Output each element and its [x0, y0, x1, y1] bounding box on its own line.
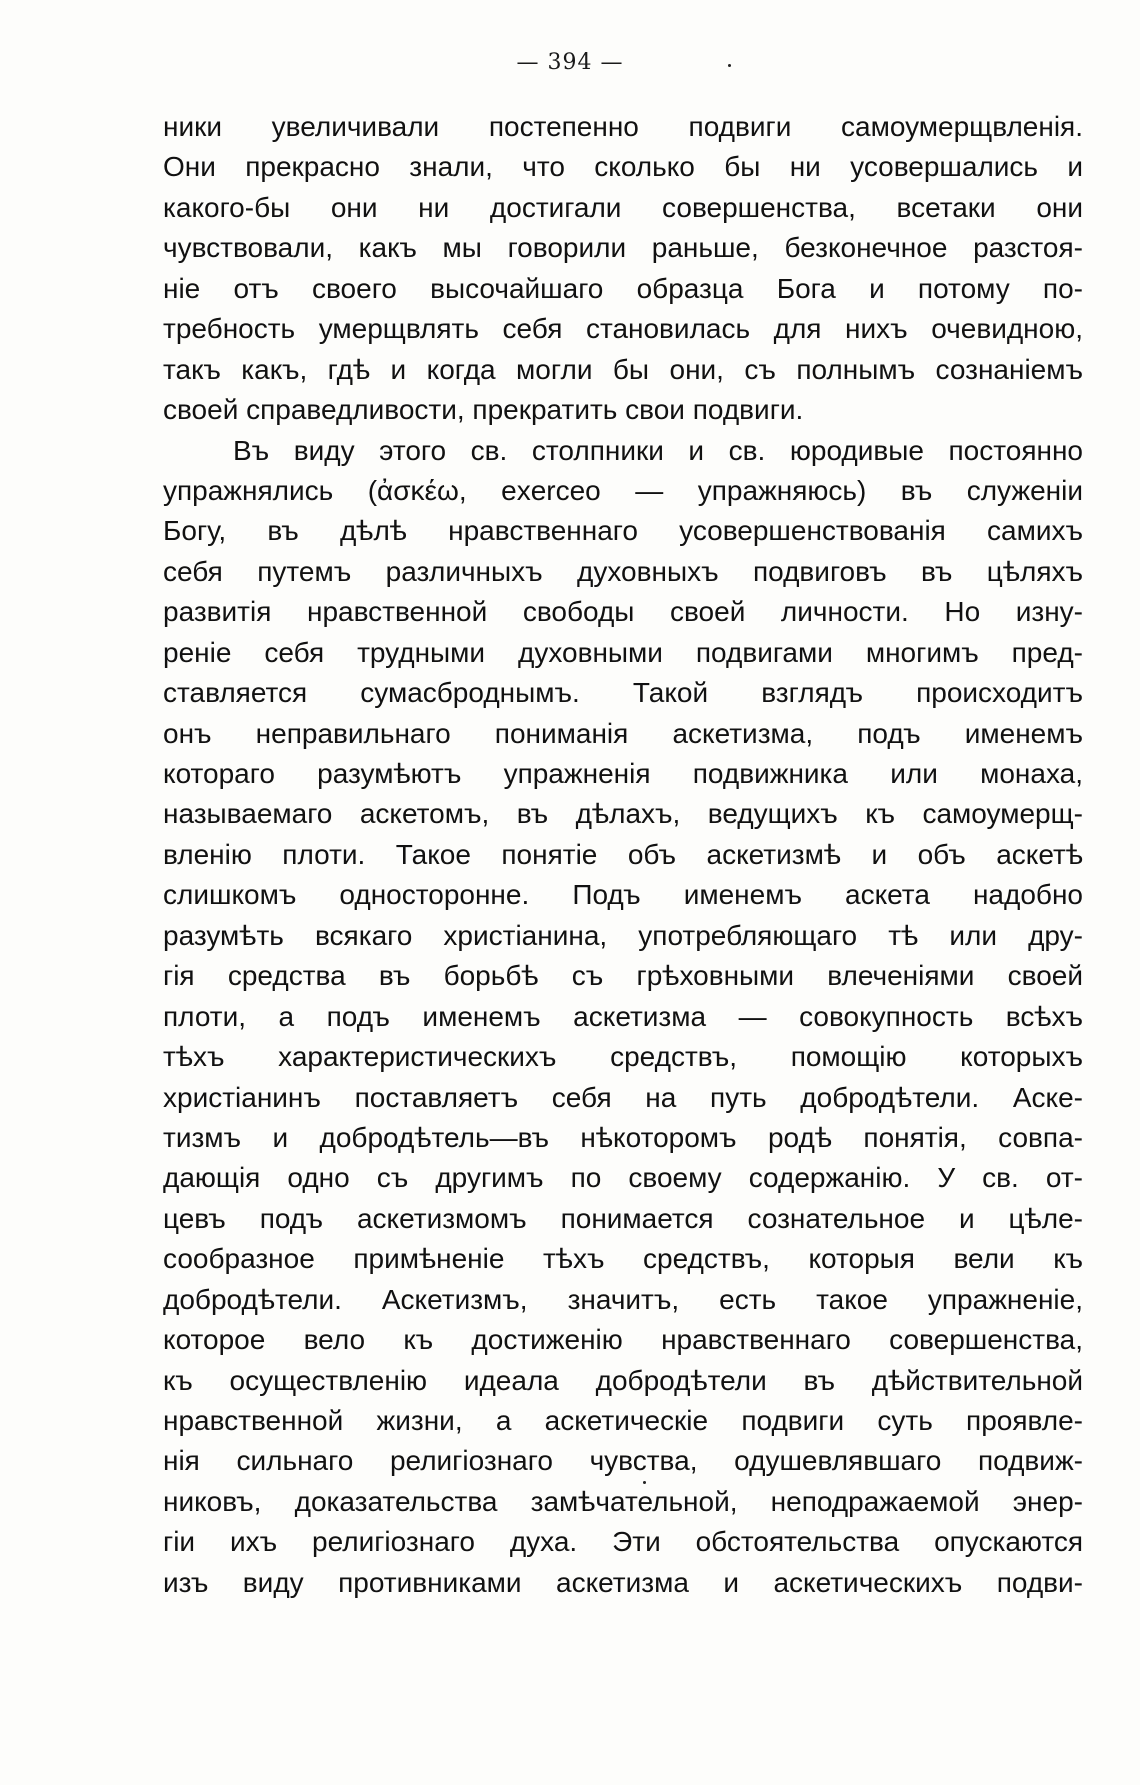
text-line: своей справедливости, прекратить свои подвиги.	[163, 394, 804, 426]
text-line: котораго разумѣютъ упражненія подвижника или монаха,	[163, 758, 1083, 789]
text-line: развитія нравственной свободы своей личности. Но изну-	[163, 596, 1083, 628]
text-line: какого-бы они ни достигали совершенства, всетаки они	[163, 191, 1083, 223]
text-line: нравственной жизни, а аскетическіе подвиги суть проявле-	[163, 1405, 1083, 1436]
text-line: ники увеличивали постепенно подвиги самоумерщвленія.	[163, 111, 1083, 142]
text-line: христіанинъ поставляетъ себя на путь добродѣтели. Аске-	[163, 1081, 1083, 1113]
text-line: слишкомъ одностороннe. Подъ именемъ аскета надобно	[163, 879, 1083, 911]
ink-speck	[728, 64, 731, 67]
text-line: упражнялись (ἀσκέω, exerceo — упражняюсь) въ служеніи	[163, 474, 1083, 506]
text-line: сообразное примѣненіе тѣхъ средствъ, которыя вели къ	[163, 1243, 1083, 1275]
text-line: изъ виду противниками аскетизма и аскетическихъ подви-	[163, 1566, 1083, 1598]
text-line: разумѣть всякаго христіанина, употребляющаго тѣ или дру-	[163, 919, 1083, 951]
text-line: гія средства въ борьбѣ съ грѣховными влеченіями своей	[163, 960, 1083, 992]
text-line: которое вело къ достиженію нравственнаго совершенства,	[163, 1324, 1083, 1356]
text-line: къ осуществленію идеала добродѣтели въ дѣйствительной	[163, 1364, 1083, 1396]
text-line: реніе себя трудными духовными подвигами многимъ пред-	[163, 636, 1083, 668]
text-line: себя путемъ различныхъ духовныхъ подвиговъ въ цѣляхъ	[163, 555, 1083, 587]
text-line: плоти, а подъ именемъ аскетизма — совокупность всѣхъ	[163, 1000, 1083, 1032]
text-line: дающія одно съ другимъ по своему содержанію. У св. от-	[163, 1162, 1083, 1194]
text-line: гіи ихъ религіознаго духа. Эти обстоятельства опускаются	[163, 1526, 1083, 1558]
text-line: онъ неправильнаго пониманія аскетизма, подъ именемъ	[163, 717, 1083, 749]
text-line: Они прекрасно знали, что сколько бы ни усовершались и	[163, 151, 1083, 183]
text-line: Въ виду этого св. столпники и св. юродивые постоянно	[233, 434, 1083, 466]
text-line: такъ какъ, гдѣ и когда могли бы они, съ полнымъ сознаніемъ	[163, 353, 1083, 385]
text-line: Богу, въ дѣлѣ нравственнаго усовершенствованія самихъ	[163, 515, 1083, 547]
text-line: тизмъ и добродѣтель—въ нѣкоторомъ родѣ понятія, совпа-	[163, 1121, 1083, 1153]
text-line: чувствовали, какъ мы говорили раньше, безконечное разстоя-	[163, 232, 1083, 264]
page-number: — 394 —	[516, 50, 624, 75]
text-line: добродѣтели. Аскетизмъ, значитъ, есть такое упражненіе,	[163, 1283, 1083, 1315]
text-line: ніе отъ своего высочайшаго образца Бога и потому по-	[163, 272, 1083, 304]
text-line: тѣхъ характеристическихъ средствъ, помощію которыхъ	[163, 1041, 1083, 1073]
text-line: нія сильнаго религіознаго чувства, одушевлявшаго подвиж-	[163, 1445, 1083, 1477]
text-line: требность умерщвлять себя становилась для нихъ очевидною,	[163, 313, 1083, 345]
text-line: цевъ подъ аскетизмомъ понимается сознательное и цѣле-	[163, 1202, 1083, 1234]
text-line: ставляется сумасброднымъ. Такой взглядъ происходитъ	[163, 677, 1083, 709]
text-line: называемаго аскетомъ, въ дѣлахъ, ведущихъ къ самоумерщ-	[163, 798, 1083, 830]
text-line: вленію плоти. Такое понятіе объ аскетизмѣ и объ аскетѣ	[163, 838, 1083, 870]
body-text	[163, 107, 1083, 1603]
text-line: никовъ, доказательства замѣчательной, неподражаемой энер-	[163, 1485, 1083, 1517]
